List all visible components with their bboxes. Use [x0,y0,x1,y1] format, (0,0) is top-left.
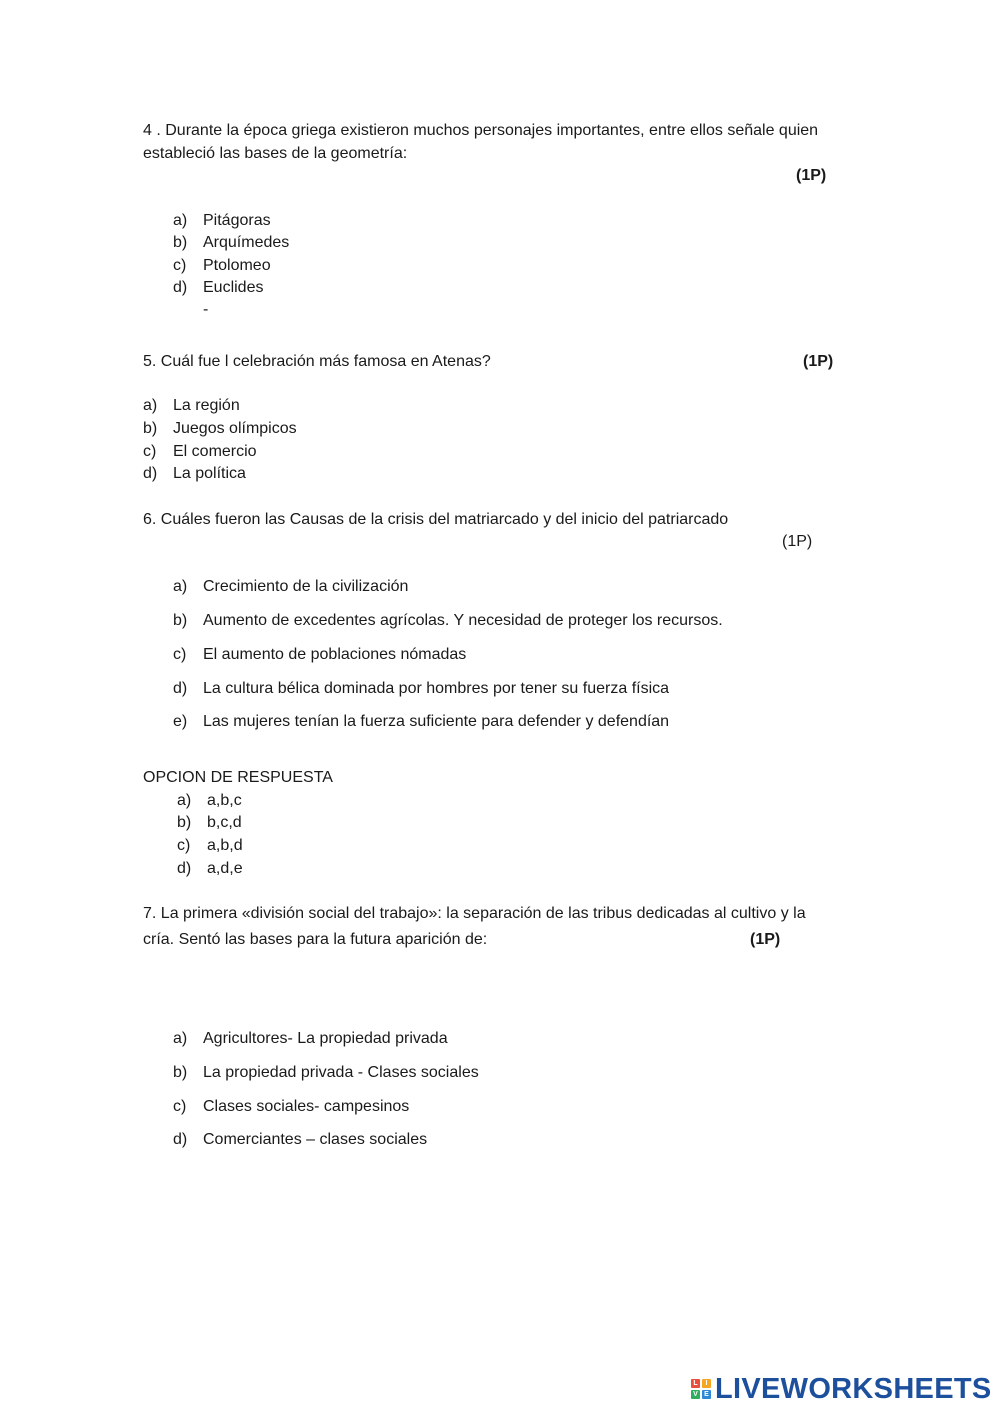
q6-option-a[interactable] [173,577,408,597]
option-letter: a) [173,578,188,595]
q7-option-c[interactable] [173,1097,409,1117]
q7-points: (1P) [750,931,781,948]
option-text: La propiedad privada - Clases sociales [203,1064,479,1081]
q5-text-line1: 5. Cuál fue l celebración más famosa en Atenas? [143,353,491,370]
q6-answer-d[interactable] [177,859,243,879]
q4-option-a[interactable] [173,211,271,231]
q5-option-a[interactable] [143,396,240,416]
option-text: Comerciantes – clases sociales [203,1131,428,1148]
option-letter: a) [173,1030,188,1047]
option-text: a,d,e [207,860,243,877]
q6-option-d[interactable] [173,679,669,699]
option-text: a,b,c [207,792,242,809]
q6-answer-heading: OPCION DE RESPUESTA [143,769,333,786]
q5-points: (1P) [803,353,834,370]
option-text: Crecimiento de la civilización [203,578,409,595]
option-text: Las mujeres tenían la fuerza suficiente para defender y defendían [203,713,670,730]
q4-text-line1: 4 . Durante la época griega existieron muchos personajes importantes, entre ellos señale quien [143,122,819,139]
option-letter: b) [177,814,192,831]
q6-points: (1P) [782,533,813,550]
q4-option-b[interactable] [173,233,289,253]
q4-dash: - [203,301,209,318]
q4-option-d[interactable] [173,278,263,298]
option-text: Agricultores- La propiedad privada [203,1030,448,1047]
q6-answer-a[interactable] [177,791,242,811]
q6-option-c[interactable] [173,645,466,665]
option-text: Juegos olímpicos [173,420,297,437]
q4-points: (1P) [796,167,827,184]
option-text: Aumento de excedentes agrícolas. Y necesidad de proteger los recursos. [203,612,723,629]
option-letter: d) [173,279,188,296]
option-text: El comercio [173,443,257,460]
option-text: Clases sociales- campesinos [203,1098,410,1115]
logo-grid-cell: V [691,1390,700,1399]
q7-option-b[interactable] [173,1063,479,1083]
q6-option-b[interactable] [173,611,723,631]
option-text: a,b,d [207,837,243,854]
option-letter: b) [143,420,158,437]
option-text: El aumento de poblaciones nómadas [203,646,467,663]
q7-option-d[interactable] [173,1130,427,1150]
q4-text-line2: estableció las bases de la geometría: [143,145,408,162]
q7-text-line1: 7. La primera «división social del trabajo»: la separación de las tribus dedicadas al cultivo y la [143,905,806,922]
option-letter: d) [143,465,158,482]
option-text: Arquímedes [203,234,290,251]
option-text: La cultura bélica dominada por hombres por tener su fuerza física [203,680,670,697]
q7-text-line2: cría. Sentó las bases para la futura aparición de: [143,931,488,948]
q6-text-line1: 6. Cuáles fueron las Causas de la crisis del matriarcado y del inicio del patriarcado [143,511,729,528]
option-letter: a) [143,397,158,414]
option-letter: c) [177,837,191,854]
option-letter: c) [143,443,157,460]
option-letter: a) [173,212,188,229]
option-letter: d) [173,1131,188,1148]
option-text: Ptolomeo [203,257,271,274]
logo-grid-cell: I [702,1379,711,1388]
q5-option-b[interactable] [143,419,297,439]
option-letter: a) [177,792,192,809]
logo-grid-icon [691,1379,711,1399]
q7-option-a[interactable] [173,1029,448,1049]
option-text: La política [173,465,246,482]
q5-option-c[interactable] [143,442,257,462]
option-letter: d) [173,680,188,697]
option-letter: b) [173,612,188,629]
option-letter: d) [177,860,192,877]
option-letter: c) [173,257,187,274]
option-letter: c) [173,646,187,663]
option-text: La región [173,397,240,414]
q6-option-e[interactable] [173,712,669,732]
option-letter: e) [173,713,188,730]
q4-option-c[interactable] [173,256,271,276]
q6-answer-b[interactable] [177,813,242,833]
option-letter: c) [173,1098,187,1115]
q6-answer-c[interactable] [177,836,243,856]
logo-text: LIVEWORKSHEETS [715,1372,992,1405]
q5-option-d[interactable] [143,464,246,484]
logo-grid-cell: E [702,1390,711,1399]
option-text: Euclides [203,279,264,296]
option-text: Pitágoras [203,212,271,229]
option-text: b,c,d [207,814,242,831]
option-letter: b) [173,234,188,251]
logo-grid-cell: L [691,1379,700,1388]
liveworksheets-logo[interactable] [691,1374,992,1404]
option-letter: b) [173,1064,188,1081]
